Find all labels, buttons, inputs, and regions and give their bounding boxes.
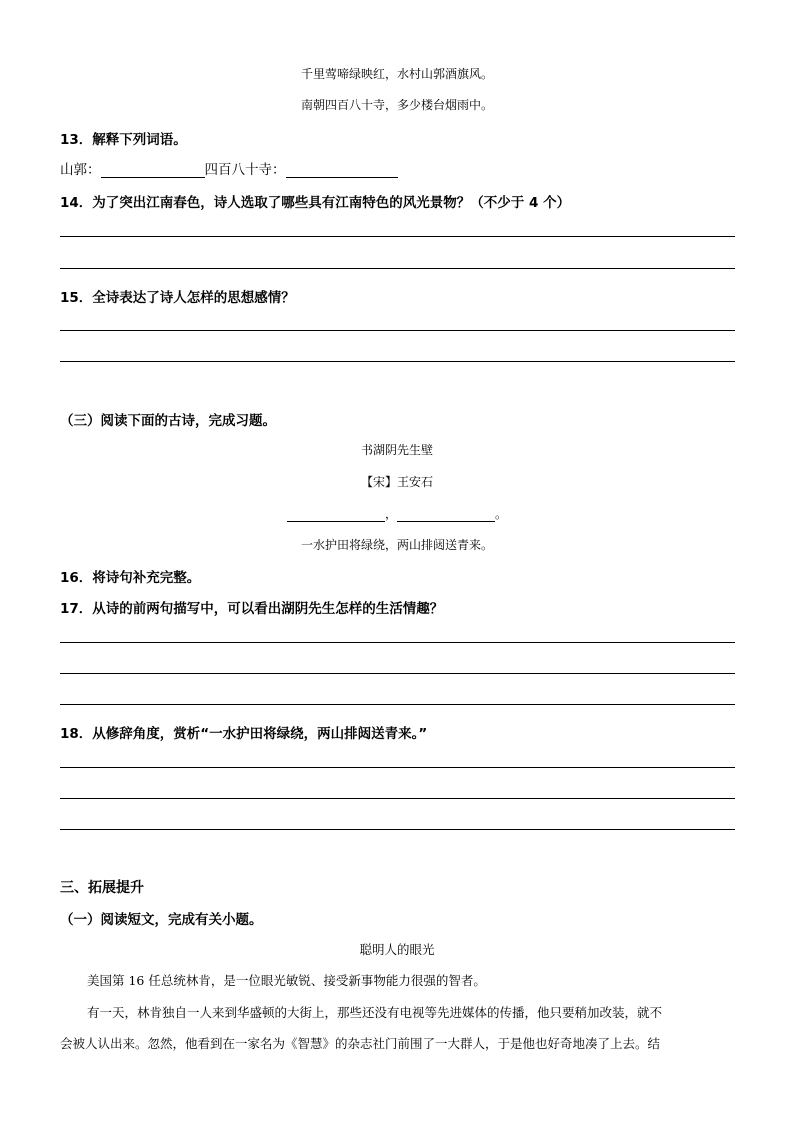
poem2-author: 【宋】王安石 — [360, 475, 433, 489]
poem2-line2: 一水护田将绿绕，两山排闼送青来。 — [300, 538, 493, 552]
question-17-title: 17．从诗的前两句描写中，可以看出湖阴先生怎样的生活情趣？ — [60, 601, 444, 617]
term-temples-label: 四百八十寺： — [204, 162, 286, 178]
poem-blank-1[interactable] — [287, 507, 385, 522]
poem1-line2: 南朝四百八十寺，多少楼台烟雨中。 — [300, 98, 493, 112]
answer-line[interactable] — [60, 642, 735, 643]
poem-comma: ， — [384, 507, 397, 521]
answer-line[interactable] — [60, 829, 735, 830]
question-13-answers — [60, 158, 398, 178]
term-temples-blank[interactable] — [286, 161, 398, 178]
question-16-title: 16．将诗句补充完整。 — [60, 570, 201, 586]
section-3-heading: 三、拓展提升 — [60, 880, 144, 896]
question-15-title: 15．全诗表达了诗人怎样的思想感情？ — [60, 290, 295, 306]
answer-line[interactable] — [60, 330, 735, 331]
term-shanguo-blank[interactable] — [101, 161, 205, 178]
answer-line[interactable] — [60, 767, 735, 768]
answer-line[interactable] — [60, 704, 735, 705]
term-shanguo-label: 山郭： — [60, 162, 101, 178]
answer-line[interactable] — [60, 673, 735, 674]
poem-period: 。 — [495, 507, 508, 521]
poem2-title: 书湖阴先生壁 — [360, 443, 433, 457]
question-13-title: 13．解释下列词语。 — [60, 132, 187, 148]
poem-blank-2[interactable] — [397, 507, 495, 522]
question-18-title: 18．从修辞角度，赏析“一水护田将绿绕，两山排闼送青来。” — [60, 726, 428, 742]
article-title: 聪明人的眼光 — [359, 942, 435, 957]
answer-line[interactable] — [60, 236, 735, 237]
section-3-part-1-heading: （一）阅读短文，完成有关小题。 — [60, 912, 263, 928]
answer-line[interactable] — [60, 268, 735, 269]
article-paragraph-1: 美国第 16 任总统林肯，是一位眼光敏锐、接受新事物能力很强的智者。 — [87, 973, 486, 988]
answer-line[interactable] — [60, 361, 735, 362]
poem2-line1-blanks — [0, 505, 794, 522]
article-paragraph-2-line-2: 会被人认出来。忽然，他看到在一家名为《智慧》的杂志社门前围了一大群人，于是他也好奇地凑了上去。结 — [60, 1036, 661, 1051]
poem1-line1: 千里莺啼绿映红，水村山郭酒旗风。 — [300, 67, 493, 81]
question-14-title: 14．为了突出江南春色，诗人选取了哪些具有江南特色的风光景物？（不少于 4 个） — [60, 195, 571, 211]
part-3-heading: （三）阅读下面的古诗，完成习题。 — [60, 413, 276, 429]
article-paragraph-2-line-1: 有一天，林肯独自一人来到华盛顿的大街上，那些还没有电视等先进媒体的传播，他只要稍加改装，就不 — [87, 1005, 663, 1020]
answer-line[interactable] — [60, 798, 735, 799]
